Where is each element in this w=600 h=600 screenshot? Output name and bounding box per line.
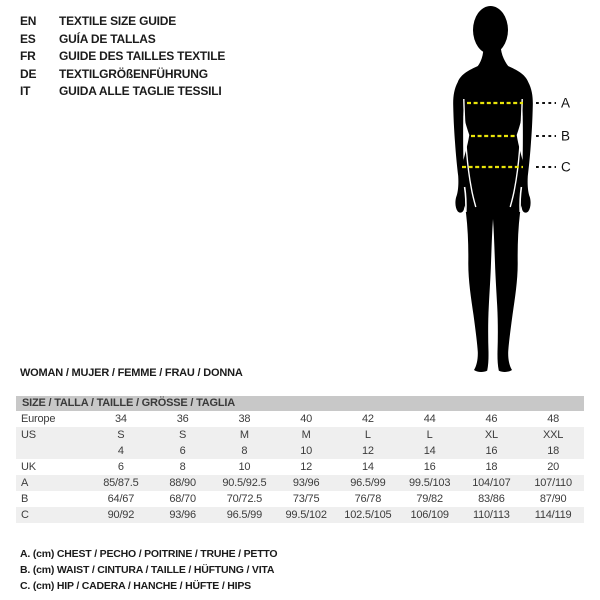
size-cell: 8 bbox=[179, 461, 186, 473]
size-cell: 18 bbox=[485, 461, 498, 473]
row-label: A bbox=[21, 477, 29, 489]
size-cell: 76/78 bbox=[354, 493, 382, 505]
table-row bbox=[16, 475, 584, 491]
size-table bbox=[16, 396, 584, 523]
size-cell: 36 bbox=[176, 413, 189, 425]
size-cell: 10 bbox=[238, 461, 251, 473]
size-cell: 73/75 bbox=[292, 493, 320, 505]
marker-letter-b: B bbox=[561, 128, 571, 144]
row-label: UK bbox=[21, 461, 36, 473]
size-table-body bbox=[16, 411, 584, 523]
size-cell: 38 bbox=[238, 413, 251, 425]
size-cell: 64/67 bbox=[107, 493, 135, 505]
table-row bbox=[16, 459, 584, 475]
size-cell: 104/107 bbox=[472, 477, 511, 489]
legend-item: C. (cm) HIP / CADERA / HANCHE / HÜFTE / HIPS bbox=[20, 580, 251, 592]
size-cell: 48 bbox=[547, 413, 560, 425]
language-code: FR bbox=[20, 49, 36, 63]
size-cell: 96.5/99 bbox=[350, 477, 386, 489]
size-cell: L bbox=[426, 429, 433, 441]
size-cell: 107/110 bbox=[534, 477, 572, 489]
size-cell: 114/119 bbox=[534, 509, 572, 521]
row-label: C bbox=[21, 509, 29, 521]
size-cell: M bbox=[301, 429, 311, 441]
measurement-legend bbox=[20, 546, 277, 594]
size-cell: 93/96 bbox=[292, 477, 320, 489]
language-code: ES bbox=[20, 31, 36, 46]
table-row bbox=[16, 443, 584, 459]
size-cell: 87/90 bbox=[539, 493, 567, 505]
size-cell: 102.5/105 bbox=[344, 509, 392, 521]
size-cell: 4 bbox=[117, 445, 124, 457]
size-cell: S bbox=[117, 429, 125, 441]
language-code: DE bbox=[20, 66, 37, 81]
size-cell: 6 bbox=[179, 445, 186, 457]
size-cell: 106/109 bbox=[410, 509, 449, 521]
row-label: Europe bbox=[21, 413, 56, 425]
size-cell: L bbox=[364, 429, 371, 441]
table-row bbox=[16, 427, 584, 443]
size-cell: 12 bbox=[361, 445, 374, 457]
size-cell: 44 bbox=[423, 413, 436, 425]
table-row bbox=[16, 507, 584, 523]
size-cell: 34 bbox=[114, 413, 127, 425]
size-cell: 99.5/102 bbox=[285, 509, 327, 521]
row-label: US bbox=[21, 429, 36, 441]
language-label: GUIDA ALLE TAGLIE TESSILI bbox=[59, 84, 222, 98]
language-label: TEXTILGRÖßENFÜHRUNG bbox=[59, 66, 208, 81]
size-cell: 16 bbox=[423, 461, 436, 473]
size-cell: 68/70 bbox=[169, 493, 196, 505]
language-code: IT bbox=[20, 84, 31, 98]
size-cell: 90.5/92.5 bbox=[222, 477, 267, 489]
size-cell: 8 bbox=[241, 445, 248, 457]
woman-figure bbox=[430, 0, 600, 380]
size-cell: 42 bbox=[361, 413, 374, 425]
size-cell: 46 bbox=[485, 413, 498, 425]
table-row bbox=[16, 411, 584, 427]
size-cell: 83/86 bbox=[478, 493, 505, 505]
language-code: EN bbox=[20, 14, 37, 28]
legend-item: B. (cm) WAIST / CINTURA / TAILLE / HÜFTUNG / VITA bbox=[20, 564, 275, 576]
table-row bbox=[16, 491, 584, 507]
size-cell: XXL bbox=[543, 429, 564, 441]
language-row bbox=[20, 13, 225, 31]
language-row bbox=[20, 66, 225, 84]
size-cell: 90/92 bbox=[107, 509, 135, 521]
size-cell: 110/113 bbox=[473, 509, 510, 521]
size-cell: 14 bbox=[423, 445, 436, 457]
size-cell: 18 bbox=[547, 445, 560, 457]
size-cell: 99.5/103 bbox=[409, 477, 451, 489]
size-cell: 40 bbox=[300, 413, 313, 425]
language-label: GUIDE DES TAILLES TEXTILE bbox=[59, 49, 226, 63]
size-cell: 14 bbox=[361, 461, 374, 473]
size-cell: 10 bbox=[300, 445, 313, 457]
size-cell: 20 bbox=[547, 461, 560, 473]
section-title: WOMAN / MUJER / FEMME / FRAU / DONNA bbox=[20, 367, 243, 379]
size-cell: 96.5/99 bbox=[226, 509, 263, 521]
legend-item: A. (cm) CHEST / PECHO / POITRINE / TRUHE / PETTO bbox=[20, 548, 278, 560]
size-cell: 70/72.5 bbox=[226, 493, 263, 505]
size-cell: 12 bbox=[300, 461, 313, 473]
size-cell: 16 bbox=[485, 445, 498, 457]
marker-letter-c: C bbox=[561, 159, 571, 175]
language-label: GUÍA DE TALLAS bbox=[59, 31, 156, 46]
size-cell: 6 bbox=[117, 461, 124, 473]
row-label bbox=[16, 443, 90, 459]
language-row bbox=[20, 48, 225, 66]
size-cell: 79/82 bbox=[416, 493, 443, 505]
size-cell: 88/90 bbox=[169, 477, 196, 489]
language-label: TEXTILE SIZE GUIDE bbox=[59, 14, 177, 28]
size-cell: S bbox=[179, 429, 187, 441]
size-cell: 93/96 bbox=[169, 509, 196, 521]
language-list bbox=[20, 13, 225, 101]
size-cell: XL bbox=[484, 429, 498, 441]
size-cell: M bbox=[239, 429, 249, 441]
marker-letter-a: A bbox=[561, 95, 571, 111]
size-cell: 85/87.5 bbox=[103, 477, 139, 489]
row-label: B bbox=[21, 493, 29, 505]
language-row bbox=[20, 83, 225, 101]
language-row bbox=[20, 31, 225, 49]
size-table-header: SIZE / TALLA / TAILLE / GRÖSSE / TAGLIA bbox=[16, 396, 584, 411]
